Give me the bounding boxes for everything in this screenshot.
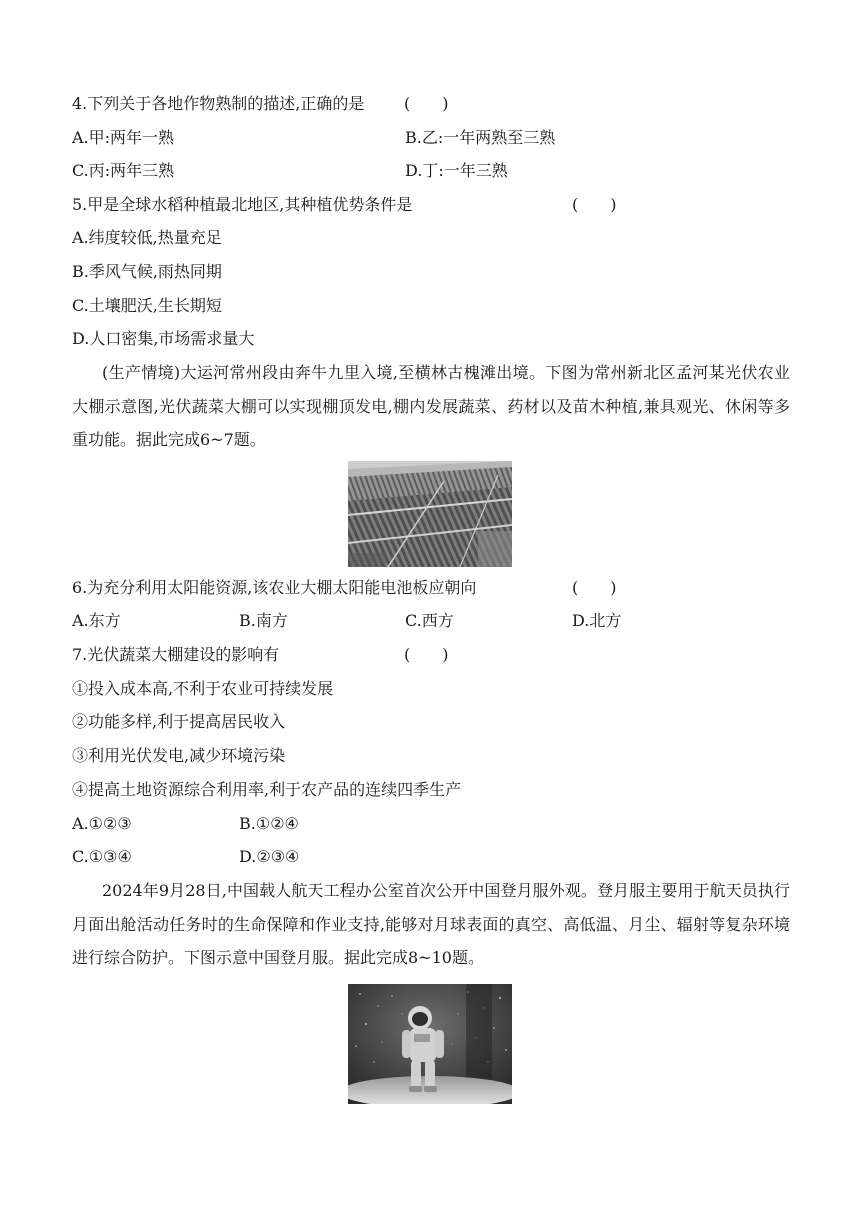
q4-answer-bracket: ( ) <box>404 94 449 113</box>
q4-option-c: C.丙:两年三熟 <box>72 161 175 180</box>
q5-option-b: B.季风气候,雨热同期 <box>72 262 222 281</box>
q7-statement-4: ④提高土地资源综合利用率,利于农产品的连续四季生产 <box>72 780 462 799</box>
q5-option-d: D.人口密集,市场需求量大 <box>72 329 255 348</box>
q5-answer-bracket: ( ) <box>572 195 617 214</box>
q7-statement-3: ③利用光伏发电,减少环境污染 <box>72 746 286 765</box>
q6-option-d: D.北方 <box>572 611 622 630</box>
q6-answer-bracket: ( ) <box>572 578 617 597</box>
q5-option-c: C.土壤肥沃,生长期短 <box>72 296 222 315</box>
q4-option-b: B.乙:一年两熟至三熟 <box>405 128 556 147</box>
q7-stem: 7.光伏蔬菜大棚建设的影响有 <box>72 645 280 664</box>
lunar-spacesuit-photo <box>348 984 512 1104</box>
q7-option-a: A.①②③ <box>72 814 132 833</box>
q7-statement-2: ②功能多样,利于提高居民收入 <box>72 712 286 731</box>
q4-stem: 4.下列关于各地作物熟制的描述,正确的是 <box>72 94 365 113</box>
q7-option-b: B.①②④ <box>239 814 299 833</box>
q7-statement-1: ①投入成本高,不利于农业可持续发展 <box>72 679 334 698</box>
passage-photovoltaic-greenhouse: (生产情境)大运河常州段由奔牛九里入境,至横林古槐滩出境。下图为常州新北区孟河某光伏农业大棚示意图,光伏蔬菜大棚可以实现棚顶发电,棚内发展蔬菜、药材以及苗木种植,兼具观光、休闲等多重功能。据此完成6~7题。 <box>72 363 790 449</box>
q7-answer-bracket: ( ) <box>404 645 449 664</box>
q4-option-d: D.丁:一年三熟 <box>405 161 508 180</box>
q6-option-c: C.西方 <box>405 611 454 630</box>
q5-option-a: A.纬度较低,热量充足 <box>72 228 222 247</box>
q6-option-a: A.东方 <box>72 611 121 630</box>
q5-stem: 5.甲是全球水稻种植最北地区,其种植优势条件是 <box>72 195 413 214</box>
q6-option-b: B.南方 <box>239 611 288 630</box>
passage-lunar-spacesuit: 2024年9月28日,中国载人航天工程办公室首次公开中国登月服外观。登月服主要用于航天员执行月面出舱活动任务时的生命保障和作业支持,能够对月球表面的真空、高低温、月尘、辐射等复杂环境进行综合防护。下图示意中国登月服。据此完成8~10题。 <box>72 881 790 967</box>
q7-option-d: D.②③④ <box>239 847 300 866</box>
greenhouse-aerial-photo <box>348 461 512 567</box>
q7-option-c: C.①③④ <box>72 847 132 866</box>
q4-option-a: A.甲:两年一熟 <box>72 128 175 147</box>
q6-stem: 6.为充分利用太阳能资源,该农业大棚太阳能电池板应朝向 <box>72 578 477 597</box>
